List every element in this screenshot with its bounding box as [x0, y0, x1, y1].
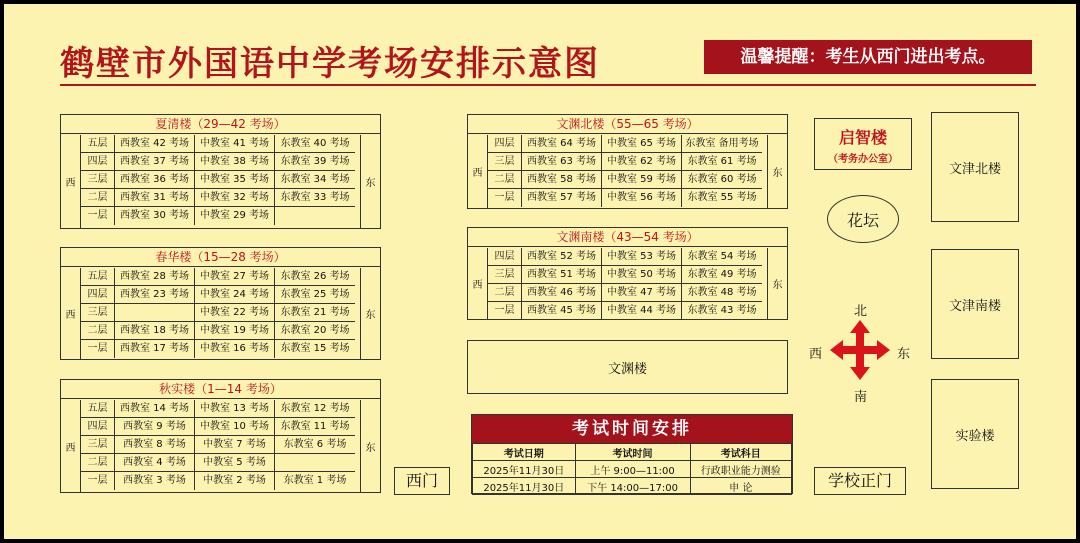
- west-room: 西教室 31 考场: [115, 189, 195, 206]
- center-room: 中教室 47 考场: [602, 284, 682, 301]
- floor-row: [488, 135, 762, 153]
- floor-label: 一层: [81, 472, 115, 490]
- floor-row: [81, 189, 355, 207]
- floor-rows: [488, 135, 762, 208]
- wenjin-south-label: 文津南楼: [948, 298, 1001, 314]
- west-room: 西教室 57 考场: [522, 189, 602, 207]
- floor-row: [81, 322, 355, 340]
- center-room: 中教室 7 考场: [195, 436, 275, 453]
- floor-row: [488, 302, 762, 320]
- building-wenyuan: [467, 340, 788, 394]
- building-wenjin-south: [931, 249, 1019, 359]
- flower-bed-label: 花坛: [846, 210, 879, 230]
- east-room: 东教室 43 考场: [687, 305, 757, 316]
- qizhi-subtitle: （考务办公室）: [828, 154, 898, 165]
- building-wenyuan-label: 文渊楼: [607, 361, 647, 377]
- page-title: 鹤壁市外国语中学考场安排示意图: [60, 44, 600, 84]
- floor-row: [81, 472, 355, 490]
- east-side-label: 东: [767, 248, 787, 319]
- building-title: 夏清楼（29—42 考场）: [61, 115, 380, 134]
- center-room: 中教室 62 考场: [602, 153, 682, 170]
- floor-row: [81, 153, 355, 171]
- exam-schedule: [471, 414, 793, 494]
- schedule-header-date: 考试日期: [473, 444, 576, 461]
- floor-label: 二层: [488, 171, 522, 188]
- east-room: 东教室 33 考场: [280, 192, 350, 203]
- center-room: 中教室 32 考场: [195, 189, 275, 206]
- center-room: 中教室 53 考场: [602, 248, 682, 265]
- qizhi-name: 启智楼: [838, 128, 887, 147]
- schedule-header-row: [473, 444, 792, 461]
- floor-label: 三层: [488, 153, 522, 170]
- center-room: 中教室 38 考场: [195, 153, 275, 170]
- east-side-label: 东: [360, 135, 380, 228]
- floor-row: [81, 400, 355, 418]
- compass-east: 东: [897, 347, 911, 362]
- floor-label: 四层: [81, 418, 115, 435]
- west-side-label: 西: [61, 135, 81, 228]
- west-gate: [394, 467, 450, 495]
- floor-row: [81, 135, 355, 153]
- floor-row: [81, 418, 355, 436]
- floor-row: [81, 268, 355, 286]
- west-room: 西教室 9 考场: [115, 418, 195, 435]
- east-room: 东教室 54 考场: [687, 251, 757, 262]
- floor-row: [81, 171, 355, 189]
- main-gate: [814, 467, 906, 495]
- east-side-label: 东: [360, 268, 380, 359]
- center-room: 中教室 35 考场: [195, 171, 275, 188]
- west-room: 西教室 8 考场: [115, 436, 195, 453]
- floor-label: 二层: [81, 322, 115, 339]
- west-side-label: 西: [468, 135, 488, 208]
- center-room: 中教室 13 考场: [195, 400, 275, 417]
- floor-row: [81, 340, 355, 358]
- west-side-label: 西: [61, 268, 81, 359]
- schedule-subject: 行政职业能力测验: [690, 461, 791, 478]
- center-room: 中教室 24 考场: [195, 286, 275, 303]
- floor-rows: [81, 268, 355, 359]
- east-room: 东教室 49 考场: [687, 269, 757, 280]
- east-room: [275, 454, 355, 471]
- building-chunhua: [60, 247, 381, 360]
- building-wenjin-north: [931, 112, 1019, 222]
- floor-label: 四层: [488, 248, 522, 265]
- east-room: 东教室 26 考场: [280, 271, 350, 282]
- west-room: 西教室 63 考场: [522, 153, 602, 170]
- center-room: 中教室 59 考场: [602, 171, 682, 188]
- floor-label: 一层: [488, 189, 522, 207]
- east-room: 东教室 40 考场: [280, 138, 350, 149]
- east-room: 东教室 1 考场: [283, 475, 347, 486]
- floor-row: [488, 153, 762, 171]
- floor-label: 四层: [81, 286, 115, 303]
- east-room: 东教室 6 考场: [283, 439, 347, 450]
- floor-label: 二层: [81, 454, 115, 471]
- west-room: 西教室 28 考场: [115, 268, 195, 285]
- west-side-label: 西: [468, 248, 488, 319]
- notice-banner: 温馨提醒：考生从西门进出考点。: [704, 40, 1032, 74]
- center-room: 中教室 10 考场: [195, 418, 275, 435]
- center-room: 中教室 65 考场: [602, 135, 682, 152]
- center-room: 中教室 2 考场: [195, 472, 275, 490]
- map-canvas: [4, 4, 1076, 539]
- compass-south: 南: [854, 390, 868, 405]
- floor-row: [488, 189, 762, 207]
- floor-row: [488, 266, 762, 284]
- center-room: 中教室 22 考场: [195, 304, 275, 321]
- east-room: 东教室 15 考场: [280, 343, 350, 354]
- floor-row: [81, 304, 355, 322]
- schedule-subject: 申 论: [690, 478, 791, 495]
- floor-row: [488, 248, 762, 266]
- east-room: 东教室 11 考场: [280, 421, 350, 432]
- floor-label: 五层: [81, 135, 115, 152]
- compass-west: 西: [809, 347, 823, 362]
- floor-row: [81, 454, 355, 472]
- building-title: 文渊南楼（43—54 考场）: [468, 228, 787, 247]
- building-xiaqing: [60, 114, 381, 229]
- center-room: 中教室 5 考场: [195, 454, 275, 471]
- west-room: 西教室 30 考场: [115, 207, 195, 225]
- floor-label: 一层: [81, 340, 115, 358]
- building-qizhi: [814, 118, 912, 170]
- floor-label: 一层: [81, 207, 115, 225]
- building-wenyuan-south: [467, 227, 788, 320]
- floor-row: [488, 284, 762, 302]
- west-room: 西教室 14 考场: [115, 400, 195, 417]
- floor-label: 三层: [81, 171, 115, 188]
- floor-label: 一层: [488, 302, 522, 320]
- floor-label: 三层: [488, 266, 522, 283]
- center-room: 中教室 44 考场: [602, 302, 682, 320]
- building-title: 秋实楼（1—14 考场）: [61, 380, 380, 399]
- wenjin-north-label: 文津北楼: [948, 161, 1001, 177]
- west-room: 西教室 23 考场: [115, 286, 195, 303]
- schedule-row: [473, 478, 792, 495]
- west-room: 西教室 58 考场: [522, 171, 602, 188]
- schedule-header-time: 考试时间: [575, 444, 690, 461]
- center-room: 中教室 29 考场: [195, 207, 275, 225]
- west-room: 西教室 36 考场: [115, 171, 195, 188]
- center-room: 中教室 27 考场: [195, 268, 275, 285]
- floor-row: [488, 171, 762, 189]
- floor-row: [81, 286, 355, 304]
- east-room: 东教室 备用考场: [685, 138, 759, 149]
- schedule-header-subject: 考试科目: [690, 444, 791, 461]
- east-room: 东教室 48 考场: [687, 287, 757, 298]
- east-room: 东教室 21 考场: [280, 307, 350, 318]
- west-room: 西教室 51 考场: [522, 266, 602, 283]
- schedule-time: 上午 9:00—11:00: [575, 461, 690, 478]
- schedule-table: [472, 443, 792, 495]
- west-room: 西教室 18 考场: [115, 322, 195, 339]
- center-room: 中教室 19 考场: [195, 322, 275, 339]
- floor-label: 四层: [488, 135, 522, 152]
- east-room: [275, 207, 355, 225]
- east-room: 东教室 61 考场: [687, 156, 757, 167]
- west-room: 西教室 64 考场: [522, 135, 602, 152]
- east-room: 东教室 34 考场: [280, 174, 350, 185]
- floor-rows: [81, 400, 355, 492]
- floor-label: 三层: [81, 436, 115, 453]
- floor-rows: [488, 248, 762, 319]
- center-room: 中教室 50 考场: [602, 266, 682, 283]
- building-lab: [931, 379, 1019, 489]
- center-room: 中教室 16 考场: [195, 340, 275, 358]
- west-room: 西教室 42 考场: [115, 135, 195, 152]
- west-room: 西教室 3 考场: [115, 472, 195, 490]
- west-room: 西教室 4 考场: [115, 454, 195, 471]
- east-side-label: 东: [767, 135, 787, 208]
- floor-label: 三层: [81, 304, 115, 321]
- building-wenyuan-north: [467, 114, 788, 209]
- center-room: 中教室 41 考场: [195, 135, 275, 152]
- center-room: 中教室 56 考场: [602, 189, 682, 207]
- east-side-label: 东: [360, 400, 380, 492]
- title-divider: [60, 84, 1036, 86]
- schedule-date: 2025年11月30日: [473, 461, 576, 478]
- schedule-date: 2025年11月30日: [473, 478, 576, 495]
- east-room: 东教室 55 考场: [687, 192, 757, 203]
- lab-label: 实验楼: [955, 428, 995, 444]
- flower-bed: [827, 195, 899, 243]
- floor-row: [81, 207, 355, 225]
- floor-rows: [81, 135, 355, 228]
- west-room: 西教室 52 考场: [522, 248, 602, 265]
- compass-arrows-icon: [830, 320, 890, 380]
- floor-label: 四层: [81, 153, 115, 170]
- building-title: 春华楼（15—28 考场）: [61, 248, 380, 267]
- east-room: 东教室 39 考场: [280, 156, 350, 167]
- schedule-title: 考试时间安排: [472, 415, 792, 443]
- east-room: 东教室 60 考场: [687, 174, 757, 185]
- main-gate-label: 学校正门: [827, 471, 892, 490]
- west-room: 西教室 37 考场: [115, 153, 195, 170]
- west-room: 西教室 45 考场: [522, 302, 602, 320]
- building-title: 文渊北楼（55—65 考场）: [468, 115, 787, 134]
- west-room: 西教室 46 考场: [522, 284, 602, 301]
- west-room: 西教室 17 考场: [115, 340, 195, 358]
- compass-north: 北: [854, 304, 868, 319]
- building-qiushi: [60, 379, 381, 493]
- schedule-row: [473, 461, 792, 478]
- west-gate-label: 西门: [405, 471, 438, 490]
- floor-label: 二层: [488, 284, 522, 301]
- east-room: 东教室 12 考场: [280, 403, 350, 414]
- floor-label: 五层: [81, 400, 115, 417]
- west-room: [115, 304, 195, 321]
- east-room: 东教室 25 考场: [280, 289, 350, 300]
- schedule-time: 下午 14:00—17:00: [575, 478, 690, 495]
- floor-row: [81, 436, 355, 454]
- west-side-label: 西: [61, 400, 81, 492]
- floor-label: 二层: [81, 189, 115, 206]
- floor-label: 五层: [81, 268, 115, 285]
- east-room: 东教室 20 考场: [280, 325, 350, 336]
